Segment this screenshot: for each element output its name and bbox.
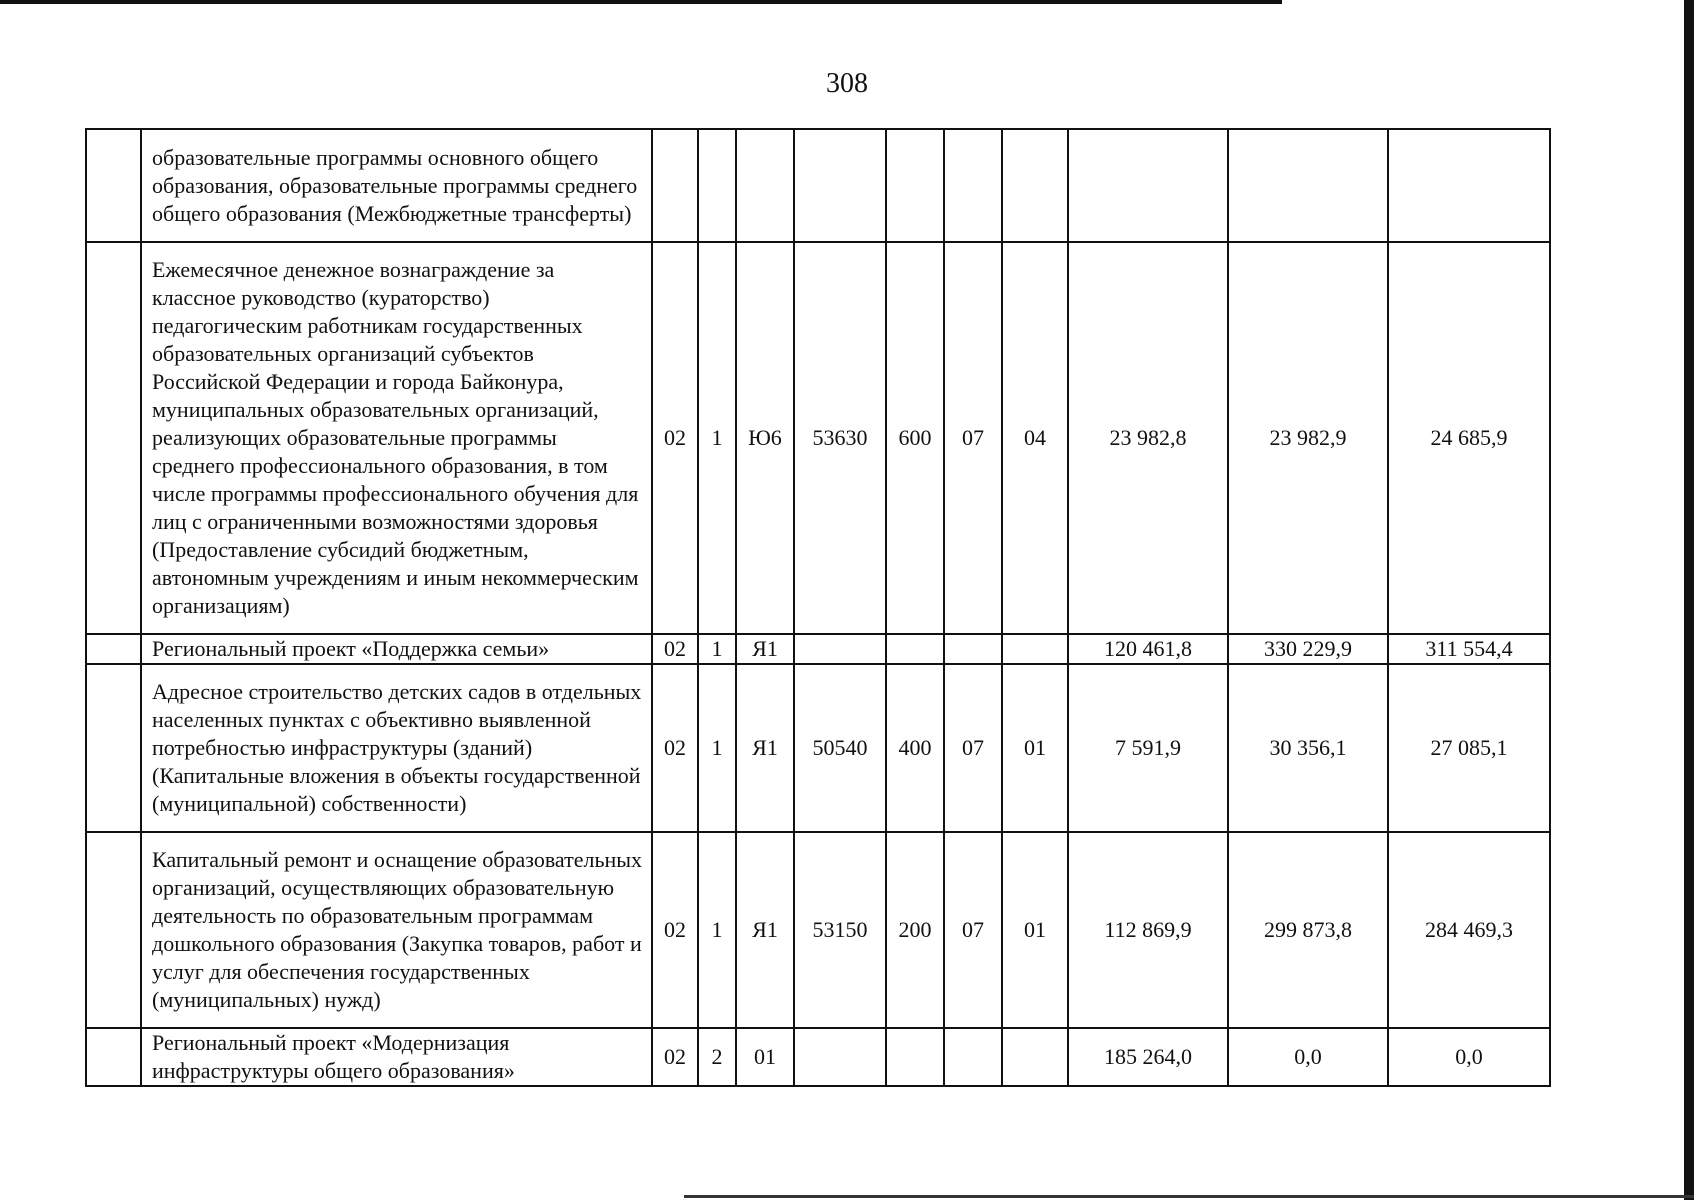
cell-section: 07 <box>944 242 1002 634</box>
cell-amount-year-1: 7 591,9 <box>1068 664 1228 832</box>
cell-subprogram: 1 <box>698 242 736 634</box>
cell-program: 02 <box>652 1028 698 1086</box>
cell-number <box>86 242 141 634</box>
cell-number <box>86 1028 141 1086</box>
cell-number <box>86 129 141 242</box>
cell-section <box>944 1028 1002 1086</box>
table-row <box>86 242 1550 634</box>
cell-amount-year-3: 311 554,4 <box>1388 634 1550 664</box>
cell-section: 07 <box>944 832 1002 1028</box>
cell-subsection: 04 <box>1002 242 1068 634</box>
cell-program: 02 <box>652 242 698 634</box>
cell-subprogram: 1 <box>698 832 736 1028</box>
cell-amount-year-2 <box>1228 129 1388 242</box>
cell-section <box>944 634 1002 664</box>
cell-subprogram: 1 <box>698 664 736 832</box>
cell-expense-direction <box>794 1028 886 1086</box>
cell-main-activity: Я1 <box>736 832 794 1028</box>
cell-name: Капитальный ремонт и оснащение образовательных организаций, осуществляющих образовательную деятельность по образовательным программам дошкольного образования (Закупка товаров, работ и услуг для обеспечения государственных (муниципальных) нужд) <box>141 832 652 1028</box>
cell-subsection: 01 <box>1002 664 1068 832</box>
cell-section: 07 <box>944 664 1002 832</box>
cell-program <box>652 129 698 242</box>
budget-table <box>85 128 1551 1087</box>
cell-amount-year-3 <box>1388 129 1550 242</box>
cell-subprogram: 1 <box>698 634 736 664</box>
cell-expense-type <box>886 634 944 664</box>
cell-section <box>944 129 1002 242</box>
cell-number <box>86 832 141 1028</box>
cell-amount-year-2: 299 873,8 <box>1228 832 1388 1028</box>
cell-name: Ежемесячное денежное вознаграждение за классное руководство (кураторство) педагогическим работникам государственных образовательных организаций субъектов Российской Федерации и города Байконура, муниципальных образовательных организаций, реализующих образовательные программы среднего профессионального образования, в том числе программы профессионального обучения для лиц с ограниченными возможностями здоровья (Предоставление субсидий бюджетным, автономным учреждениям и иным некоммерческим организациям) <box>141 242 652 634</box>
table-row <box>86 1028 1550 1086</box>
cell-program: 02 <box>652 664 698 832</box>
cell-subsection: 01 <box>1002 832 1068 1028</box>
cell-expense-type: 200 <box>886 832 944 1028</box>
cell-amount-year-1 <box>1068 129 1228 242</box>
cell-name: Адресное строительство детских садов в отдельных населенных пунктах с объективно выявленной потребностью инфраструктуры (зданий) (Капитальные вложения в объекты государственной (муниципальной) собственности) <box>141 664 652 832</box>
cell-name: Региональный проект «Поддержка семьи» <box>141 634 652 664</box>
cell-amount-year-1: 112 869,9 <box>1068 832 1228 1028</box>
cell-name: образовательные программы основного общего образования, образовательные программы среднего общего образования (Межбюджетные трансферты) <box>141 129 652 242</box>
cell-main-activity <box>736 129 794 242</box>
table-row <box>86 832 1550 1028</box>
cell-main-activity: Я1 <box>736 634 794 664</box>
cell-subprogram: 2 <box>698 1028 736 1086</box>
cell-amount-year-3: 27 085,1 <box>1388 664 1550 832</box>
table-row <box>86 634 1550 664</box>
cell-expense-direction <box>794 129 886 242</box>
table-row <box>86 664 1550 832</box>
cell-name: Региональный проект «Модернизация инфраструктуры общего образования» <box>141 1028 652 1086</box>
cell-main-activity: Ю6 <box>736 242 794 634</box>
cell-number <box>86 664 141 832</box>
cell-amount-year-2: 23 982,9 <box>1228 242 1388 634</box>
cell-amount-year-1: 23 982,8 <box>1068 242 1228 634</box>
cell-subsection <box>1002 634 1068 664</box>
cell-amount-year-2: 330 229,9 <box>1228 634 1388 664</box>
cell-expense-direction: 50540 <box>794 664 886 832</box>
cell-amount-year-3: 24 685,9 <box>1388 242 1550 634</box>
cell-expense-type: 600 <box>886 242 944 634</box>
cell-expense-type: 400 <box>886 664 944 832</box>
cell-program: 02 <box>652 634 698 664</box>
cell-number <box>86 634 141 664</box>
cell-amount-year-2: 30 356,1 <box>1228 664 1388 832</box>
cell-main-activity: 01 <box>736 1028 794 1086</box>
cell-amount-year-1: 185 264,0 <box>1068 1028 1228 1086</box>
cell-amount-year-3: 0,0 <box>1388 1028 1550 1086</box>
cell-expense-direction: 53150 <box>794 832 886 1028</box>
cell-amount-year-2: 0,0 <box>1228 1028 1388 1086</box>
cell-subsection <box>1002 129 1068 242</box>
cell-expense-type <box>886 129 944 242</box>
cell-expense-direction: 53630 <box>794 242 886 634</box>
bottom-scan-border <box>684 1195 1694 1198</box>
cell-expense-direction <box>794 634 886 664</box>
cell-program: 02 <box>652 832 698 1028</box>
page-number: 308 <box>826 68 868 99</box>
cell-amount-year-1: 120 461,8 <box>1068 634 1228 664</box>
cell-expense-type <box>886 1028 944 1086</box>
cell-main-activity: Я1 <box>736 664 794 832</box>
cell-amount-year-3: 284 469,3 <box>1388 832 1550 1028</box>
cell-subsection <box>1002 1028 1068 1086</box>
table-row <box>86 129 1550 242</box>
right-scan-border <box>1684 0 1694 1200</box>
cell-subprogram <box>698 129 736 242</box>
top-scan-border <box>0 0 1282 4</box>
